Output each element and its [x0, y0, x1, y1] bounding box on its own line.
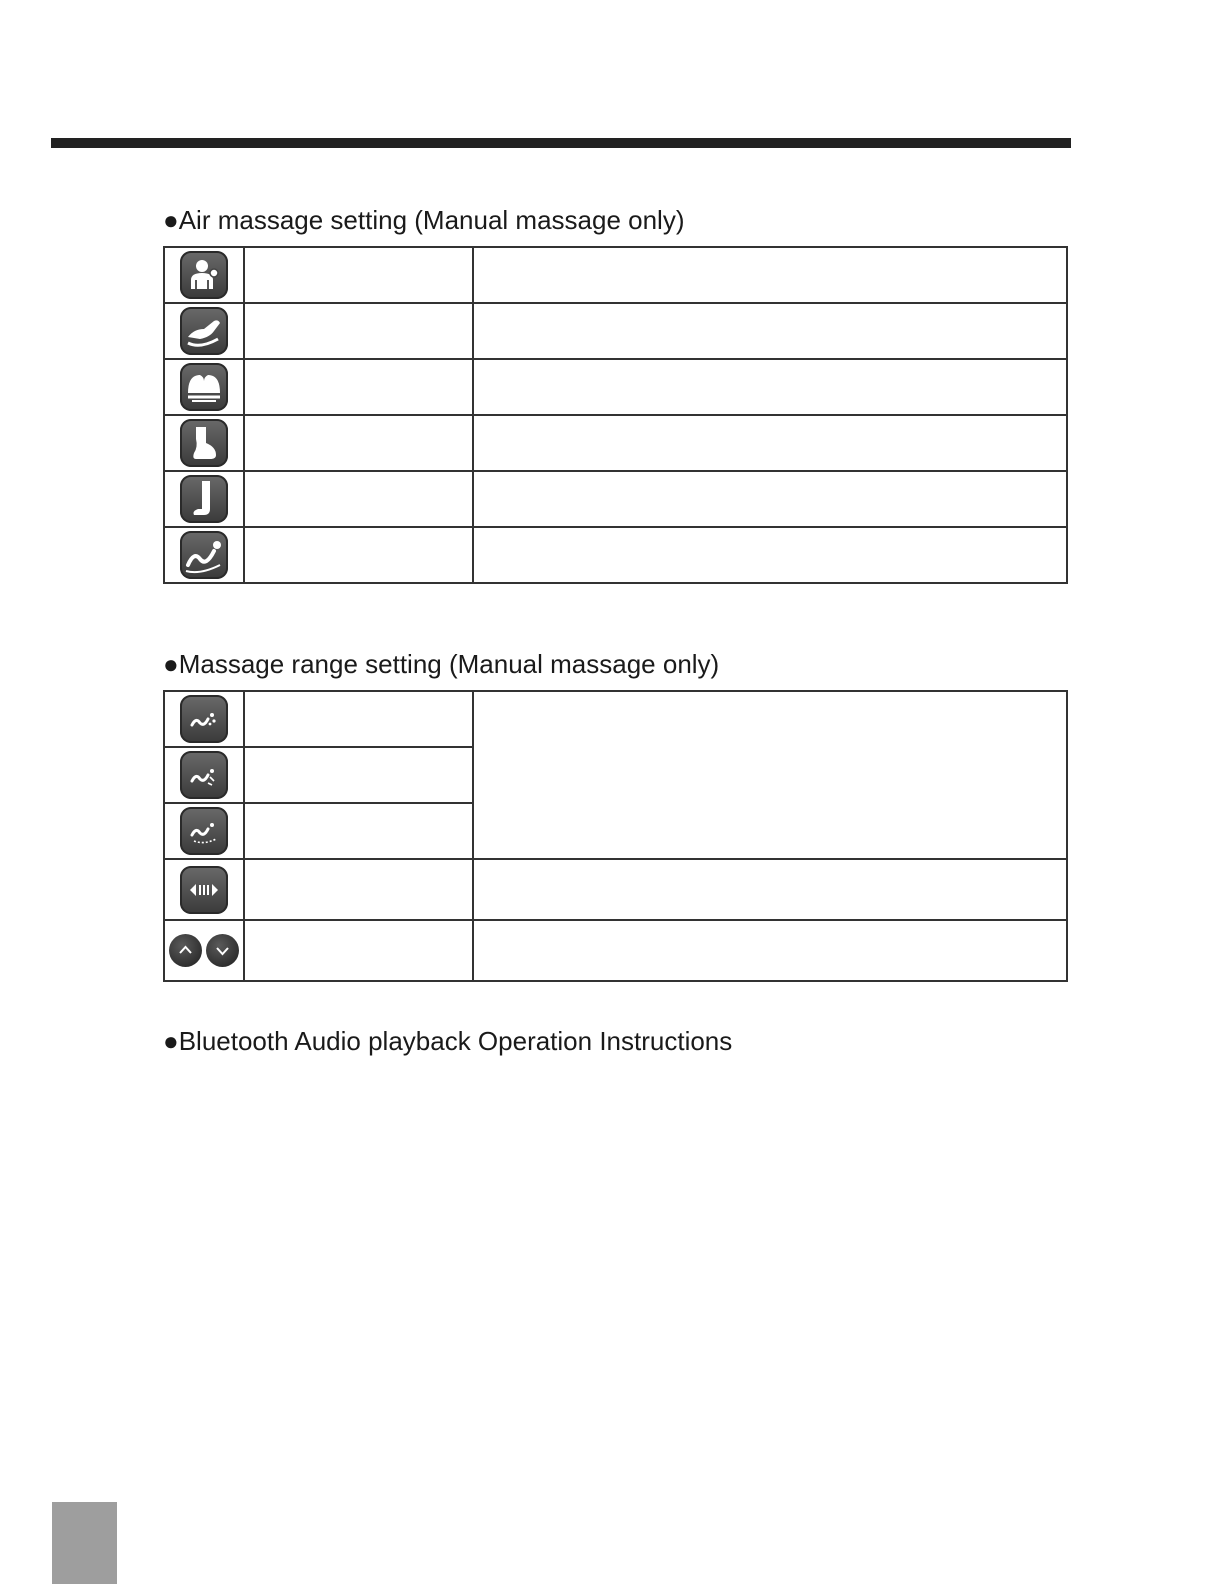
air-massage-heading: ●Air massage setting (Manual massage only) [163, 205, 685, 235]
row-description [473, 527, 1067, 583]
table-row [164, 691, 1067, 747]
range-shared-description [473, 691, 1067, 859]
row-name [244, 747, 473, 803]
table-row [164, 527, 1067, 583]
upper-range-icon [180, 695, 228, 743]
row-description [473, 471, 1067, 527]
table-row [164, 359, 1067, 415]
arm-air-icon [180, 307, 228, 355]
page-number-tab [52, 1502, 117, 1584]
bluetooth-heading: ●Bluetooth Audio playback Operation Instructions [163, 1026, 733, 1056]
full-range-icon [180, 807, 228, 855]
row-description [473, 859, 1067, 920]
top-rule [51, 138, 1071, 148]
foot-air-icon [180, 419, 228, 467]
seat-air-icon [180, 363, 228, 411]
row-description [473, 359, 1067, 415]
table-row [164, 859, 1067, 920]
shoulder-air-icon [180, 251, 228, 299]
row-name [244, 803, 473, 859]
row-name [244, 691, 473, 747]
row-name [244, 859, 473, 920]
massage-range-heading: ●Massage range setting (Manual massage only) [163, 649, 720, 679]
row-name [244, 359, 473, 415]
table-row [164, 415, 1067, 471]
row-description [473, 303, 1067, 359]
down-arrow-icon [206, 934, 239, 967]
row-name [244, 920, 473, 981]
massage-range-table [163, 690, 1068, 982]
row-name [244, 527, 473, 583]
table-row [164, 247, 1067, 303]
width-adjust-icon [180, 866, 228, 914]
row-name [244, 415, 473, 471]
row-description [473, 415, 1067, 471]
row-description [473, 920, 1067, 981]
partial-range-icon [180, 751, 228, 799]
table-row [164, 303, 1067, 359]
full-body-air-icon [180, 531, 228, 579]
row-description [473, 247, 1067, 303]
table-row [164, 920, 1067, 981]
row-name [244, 303, 473, 359]
table-row [164, 471, 1067, 527]
row-name [244, 247, 473, 303]
up-arrow-icon [169, 934, 202, 967]
air-massage-table [163, 246, 1068, 584]
row-name [244, 471, 473, 527]
leg-air-icon [180, 475, 228, 523]
